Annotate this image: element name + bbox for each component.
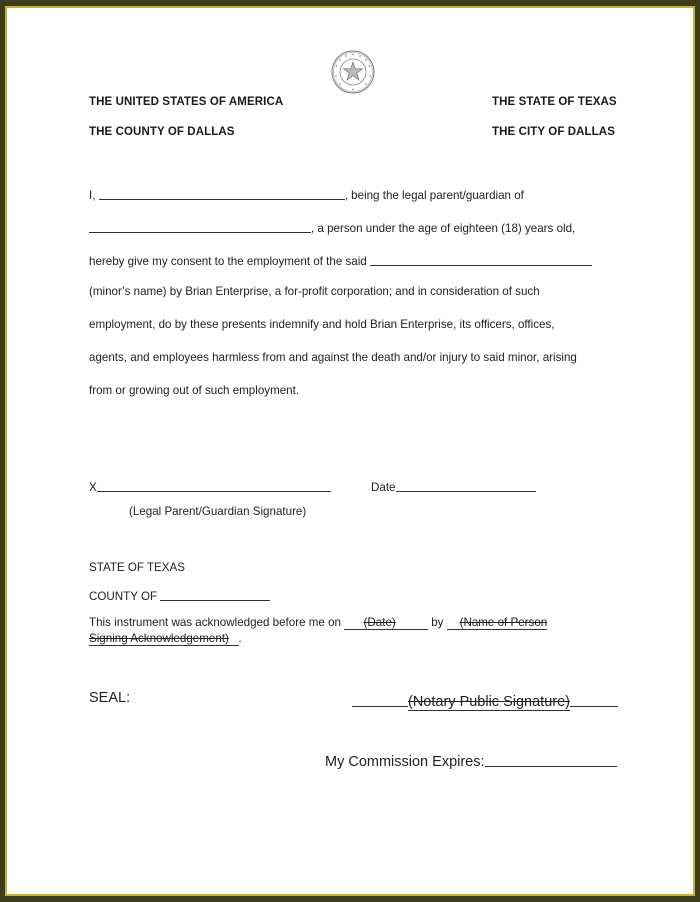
acknowledgement-line-2 — [89, 632, 242, 645]
county-label: COUNTY OF — [89, 590, 158, 603]
commission-date-blank[interactable] — [485, 751, 617, 767]
consent-line-7: from or growing out of such employment. — [89, 384, 300, 397]
ack-name-field-1[interactable] — [447, 616, 548, 630]
ack-date-placeholder: (Date) — [363, 616, 396, 629]
ack-date-field[interactable] — [344, 616, 428, 630]
minor-name-blank[interactable] — [89, 220, 311, 233]
document-page — [7, 8, 693, 894]
notary-sig-placeholder-wrap — [408, 694, 570, 711]
notary-county-row — [89, 587, 270, 603]
ack-prefix: This instrument was acknowledged before me on — [89, 616, 341, 629]
ack-name-placeholder-1: (Name of Person — [459, 616, 548, 629]
notary-sig-placeholder: (Notary Public Signature) — [408, 694, 570, 710]
consent-line-3-text: hereby give my consent to the employment of the said — [89, 255, 367, 268]
seal-label: SEAL: — [89, 690, 131, 706]
consent-line-2 — [89, 219, 575, 235]
notary-sig-blank-left — [352, 691, 408, 707]
minor-name-blank-2[interactable] — [370, 253, 592, 266]
signature-row — [89, 478, 331, 494]
date-blank[interactable] — [396, 479, 536, 492]
consent-line-2-text: , a person under the age of eighteen (18) years old, — [311, 222, 576, 235]
ack-name-placeholder-2: Signing Acknowledgement) — [89, 632, 229, 645]
header-country: THE UNITED STATES OF AMERICA — [89, 96, 284, 108]
signature-x: X — [89, 481, 97, 494]
header-state: THE STATE OF TEXAS — [492, 96, 617, 108]
parent-name-blank[interactable] — [99, 187, 345, 200]
consent-line-4: (minor’s name) by Brian Enterprise, a for-profit corporation; and in consideration of such — [89, 285, 540, 298]
consent-line-1 — [89, 186, 524, 202]
ack-by-label: by — [431, 616, 444, 629]
ack-suffix: . — [238, 632, 242, 645]
consent-line-3 — [89, 252, 592, 268]
notary-sig-blank-right — [570, 691, 618, 707]
county-blank[interactable] — [160, 588, 270, 601]
date-row — [371, 478, 536, 494]
signature-caption: (Legal Parent/Guardian Signature) — [129, 505, 307, 518]
commission-label: My Commission Expires: — [325, 754, 485, 770]
commission-row — [325, 750, 617, 770]
consent-line-5: employment, do by these presents indemnify and hold Brian Enterprise, its officers, offices, — [89, 318, 555, 331]
header-county: THE COUNTY OF DALLAS — [89, 126, 235, 138]
notary-signature-field[interactable] — [352, 690, 618, 710]
consent-line-6: agents, and employees harmless from and against the death and/or injury to said minor, arising — [89, 351, 577, 364]
header-city: THE CITY OF DALLAS — [492, 126, 615, 138]
consent-line-1-text: , being the legal parent/guardian of — [344, 189, 524, 202]
gold-border — [5, 6, 695, 896]
pronoun-text: I, — [89, 189, 96, 202]
notary-state: STATE OF TEXAS — [89, 561, 185, 574]
ack-name-field-2[interactable] — [89, 632, 239, 646]
date-label: Date — [371, 481, 396, 494]
parent-signature-blank[interactable] — [97, 479, 331, 492]
acknowledgement-line-1 — [89, 616, 547, 629]
state-seal-icon — [331, 50, 375, 94]
